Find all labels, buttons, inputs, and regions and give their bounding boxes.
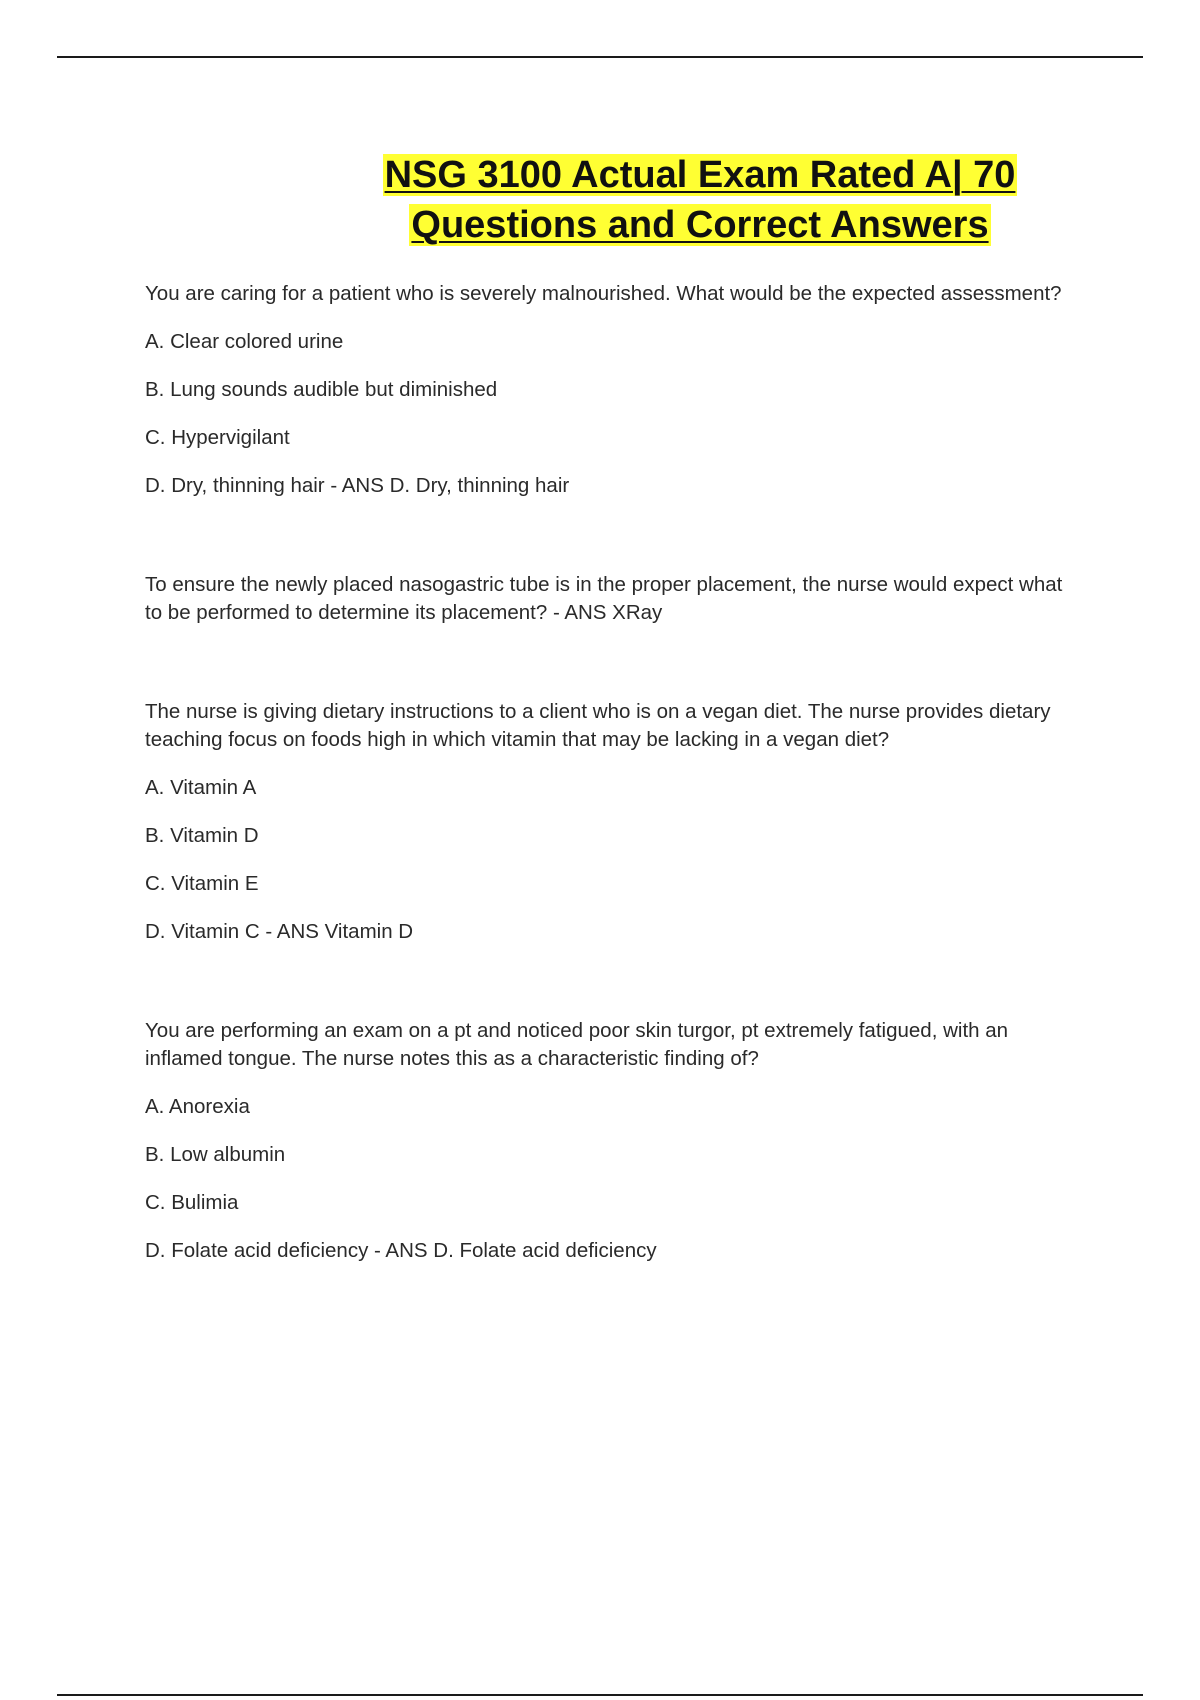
title-line-2: Questions and Correct Answers: [411, 204, 989, 246]
header-rule: [57, 56, 1143, 58]
option-d-answer: D. Dry, thinning hair - ANS D. Dry, thinning hair: [145, 474, 570, 497]
option-d-answer: D. Vitamin C - ANS Vitamin D: [145, 920, 414, 943]
option-d-answer: D. Folate acid deficiency - ANS D. Folate acid deficiency: [145, 1239, 657, 1262]
option-b: B. Low albumin: [145, 1143, 286, 1166]
question-text: You are performing an exam on a pt and noticed poor skin turgor, pt extremely fatigued, with an inflamed tongue. The nurse notes this as a characteristic finding of?: [145, 1019, 1009, 1070]
option-a: A. Vitamin A: [145, 776, 257, 799]
question-text: To ensure the newly placed nasogastric tube is in the proper placement, the nurse would expect what to be performed to determine its placement? - ANS XRay: [145, 573, 1063, 624]
question-4: [145, 1017, 1075, 1265]
question-3: [145, 698, 1075, 946]
option-a: A. Anorexia: [145, 1095, 250, 1118]
question-text: You are caring for a patient who is severely malnourished. What would be the expected assessment?: [145, 282, 1062, 305]
option-a: A. Clear colored urine: [145, 330, 344, 353]
option-c: C. Hypervigilant: [145, 426, 290, 449]
option-b: B. Lung sounds audible but diminished: [145, 378, 498, 401]
option-c: C. Vitamin E: [145, 872, 259, 895]
exam-content: [145, 280, 1075, 1265]
document-title: [300, 150, 1100, 250]
question-2: [145, 571, 1075, 627]
title-line-1: NSG 3100 Actual Exam Rated A| 70: [384, 154, 1016, 196]
footer-rule: [57, 1694, 1143, 1696]
option-c: C. Bulimia: [145, 1191, 239, 1214]
option-b: B. Vitamin D: [145, 824, 259, 847]
question-text: The nurse is giving dietary instructions to a client who is on a vegan diet. The nurse provides dietary teaching focus on foods high in which vitamin that may be lacking in a vegan diet?: [145, 700, 1051, 751]
question-1: [145, 280, 1075, 500]
